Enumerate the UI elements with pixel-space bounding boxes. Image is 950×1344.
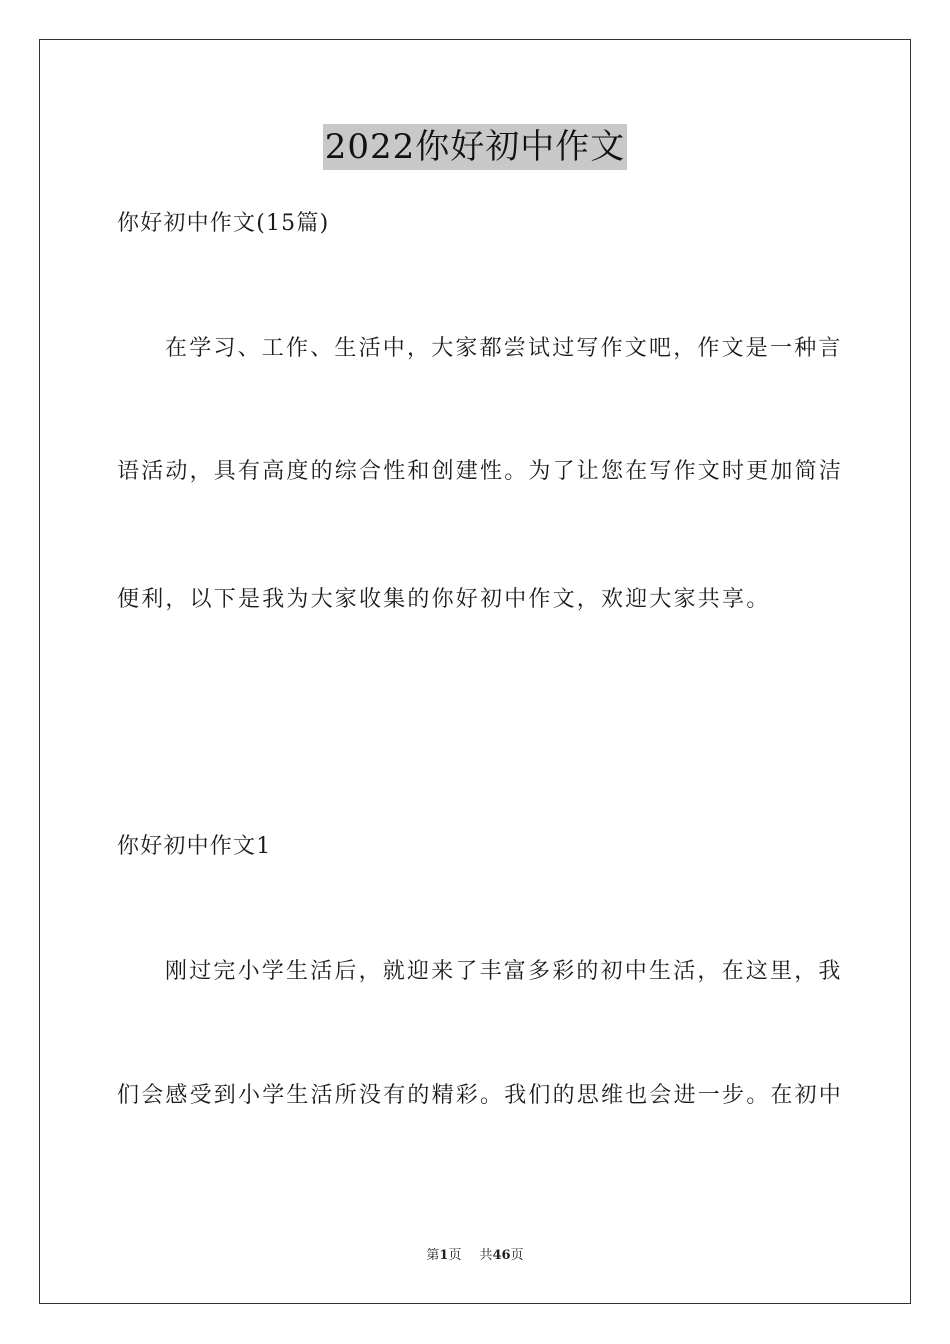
title-container <box>0 124 950 170</box>
page-suffix: 页 <box>448 1248 462 1263</box>
page-prefix: 第 <box>426 1248 440 1263</box>
section-heading: 你好初中作文1 <box>117 834 272 859</box>
section-paragraph-line: 刚过完小学生活后，就迎来了丰富多彩的初中生活，在这里，我 <box>165 959 843 984</box>
page-footer <box>0 1247 950 1265</box>
intro-paragraph-line: 便利，以下是我为大家收集的你好初中作文，欢迎大家共享。 <box>117 587 771 612</box>
intro-paragraph-line: 语活动，具有高度的综合性和创建性。为了让您在写作文时更加简洁 <box>117 459 844 484</box>
total-prefix: 共 <box>479 1248 493 1263</box>
total-suffix: 页 <box>510 1248 524 1263</box>
page-total-number: 46 <box>492 1248 511 1263</box>
intro-paragraph-line: 在学习、工作、生活中，大家都尝试过写作文吧，作文是一种言 <box>165 336 843 361</box>
document-title: 2022你好初中作文 <box>323 124 628 170</box>
document-subtitle: 你好初中作文(15篇) <box>117 211 330 236</box>
section-paragraph-line: 们会感受到小学生活所没有的精彩。我们的思维也会进一步。在初中 <box>117 1083 844 1108</box>
page-current-number: 1 <box>439 1248 449 1263</box>
